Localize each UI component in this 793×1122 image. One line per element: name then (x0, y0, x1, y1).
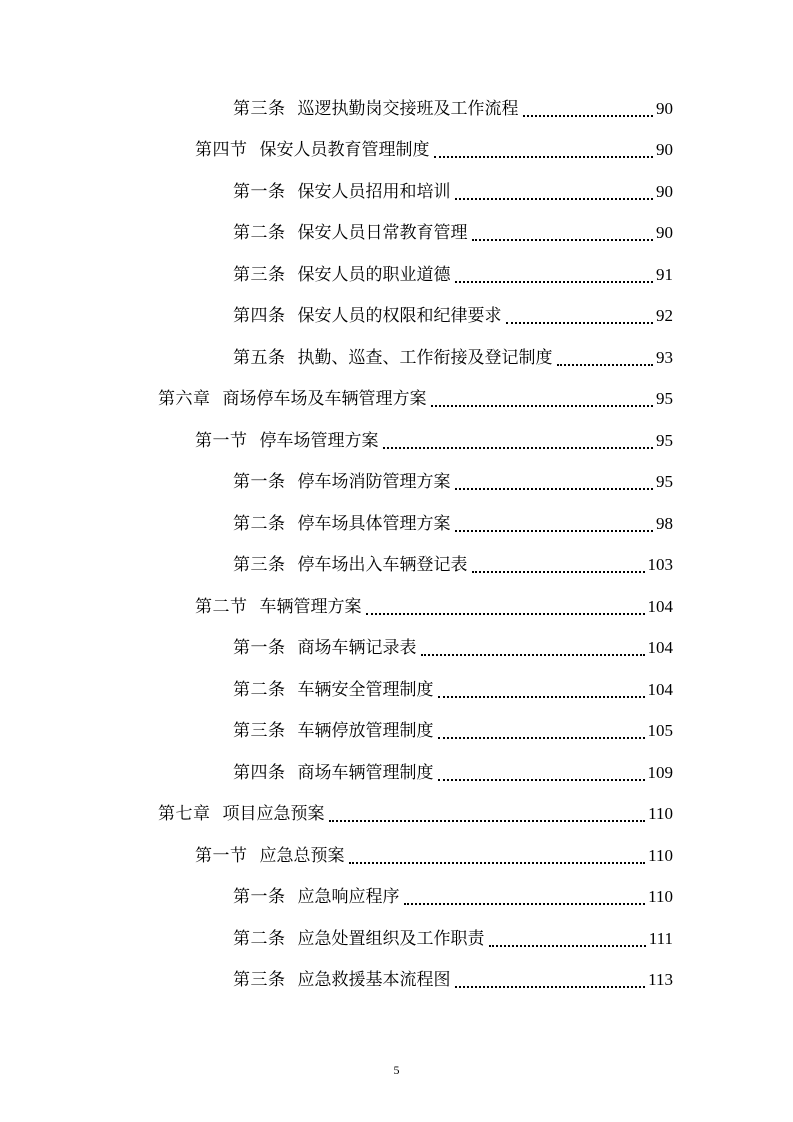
toc-entry-title: 停车场管理方案 (259, 430, 379, 451)
dot-leader (438, 779, 645, 781)
dot-leader (455, 198, 654, 200)
toc-entry-page: 111 (648, 928, 673, 948)
dot-leader (438, 696, 645, 698)
toc-entry-title: 保安人员教育管理制度 (259, 140, 430, 161)
dot-leader (349, 862, 646, 864)
toc-entry-number: 第六章 (158, 389, 211, 410)
toc-entry[interactable] (0, 130, 673, 172)
toc-entry[interactable] (0, 503, 673, 545)
dot-leader (455, 986, 646, 988)
toc-entry[interactable] (0, 379, 673, 421)
toc-entry-title: 保安人员日常教育管理 (297, 223, 468, 244)
dot-leader (506, 322, 654, 324)
toc-entry-number: 第二条 (233, 223, 286, 244)
toc-entry-title: 应急救援基本流程图 (297, 970, 451, 991)
toc-entry[interactable] (0, 213, 673, 255)
toc-entry-page: 110 (648, 845, 673, 865)
toc-entry[interactable] (0, 835, 673, 877)
toc-entry[interactable] (0, 918, 673, 960)
toc-entry-number: 第五条 (233, 347, 286, 368)
toc-entry-page: 110 (648, 804, 673, 824)
toc-entry-title: 商场车辆管理制度 (297, 762, 434, 783)
dot-leader (404, 903, 646, 905)
toc-entry-number: 第七章 (158, 804, 211, 825)
dot-leader (489, 945, 646, 947)
toc-entry-page: 105 (647, 721, 673, 741)
dot-leader (383, 447, 654, 449)
toc-entry-page: 104 (647, 638, 673, 658)
dot-leader (472, 239, 654, 241)
toc-entry-number: 第二条 (233, 928, 286, 949)
toc-entry[interactable] (0, 254, 673, 296)
toc-entry-page: 92 (656, 306, 673, 326)
dot-leader (438, 737, 645, 739)
toc-entry-number: 第一节 (195, 430, 248, 451)
dot-leader (434, 156, 654, 158)
toc-entry-title: 保安人员招用和培训 (297, 181, 451, 202)
toc-entry-title: 保安人员的职业道德 (297, 264, 451, 285)
toc-entry-number: 第一条 (233, 181, 286, 202)
toc-entry[interactable] (0, 545, 673, 587)
toc-entry-title: 应急总预案 (259, 845, 345, 866)
dot-leader (523, 115, 654, 117)
dot-leader (421, 654, 645, 656)
toc-entry-page: 109 (647, 762, 673, 782)
toc-entry-title: 车辆管理方案 (259, 596, 362, 617)
toc-entry-page: 113 (648, 970, 673, 990)
toc-entry-title: 应急处置组织及工作职责 (297, 928, 485, 949)
toc-entry[interactable] (0, 752, 673, 794)
toc-entry-number: 第一条 (233, 638, 286, 659)
toc-entry[interactable] (0, 586, 673, 628)
toc-entry[interactable] (0, 420, 673, 462)
toc-entry-title: 停车场具体管理方案 (297, 513, 451, 534)
toc-entry-number: 第二条 (233, 679, 286, 700)
toc-entry[interactable] (0, 337, 673, 379)
toc-entry[interactable] (0, 669, 673, 711)
toc-entry-title: 停车场出入车辆登记表 (297, 555, 468, 576)
toc-entry-page: 90 (656, 181, 673, 201)
toc-entry-number: 第四条 (233, 762, 286, 783)
toc-entry-title: 应急响应程序 (297, 887, 400, 908)
toc-entry-page: 90 (656, 98, 673, 118)
toc-entry-title: 停车场消防管理方案 (297, 472, 451, 493)
toc-entry[interactable] (0, 711, 673, 753)
toc-entry-number: 第三条 (233, 970, 286, 991)
toc-entry-page: 104 (647, 596, 673, 616)
toc-entry-number: 第二条 (233, 513, 286, 534)
dot-leader (366, 613, 645, 615)
toc-entry[interactable] (0, 296, 673, 338)
table-of-contents (0, 88, 793, 1001)
toc-entry-title: 执勤、巡查、工作衔接及登记制度 (297, 347, 553, 368)
toc-entry[interactable] (0, 462, 673, 504)
page-number: 5 (393, 1063, 400, 1077)
toc-entry-page: 90 (656, 223, 673, 243)
toc-entry[interactable] (0, 171, 673, 213)
toc-entry-number: 第三条 (233, 555, 286, 576)
toc-entry[interactable] (0, 88, 673, 130)
toc-entry-page: 104 (647, 679, 673, 699)
toc-entry-number: 第一条 (233, 887, 286, 908)
dot-leader (557, 364, 654, 366)
dot-leader (431, 405, 654, 407)
toc-entry-page: 93 (656, 347, 673, 367)
dot-leader (455, 530, 654, 532)
toc-entry-page: 103 (647, 555, 673, 575)
toc-entry-page: 90 (656, 140, 673, 160)
toc-entry-title: 保安人员的权限和纪律要求 (297, 306, 502, 327)
toc-entry-number: 第三条 (233, 264, 286, 285)
toc-entry-page: 95 (656, 389, 673, 409)
toc-entry-page: 110 (648, 887, 673, 907)
toc-entry-title: 车辆停放管理制度 (297, 721, 434, 742)
toc-entry-number: 第四节 (195, 140, 248, 161)
toc-entry-number: 第一节 (195, 845, 248, 866)
toc-entry-title: 巡逻执勤岗交接班及工作流程 (297, 98, 519, 119)
dot-leader (472, 571, 645, 573)
dot-leader (455, 281, 654, 283)
toc-entry-page: 95 (656, 430, 673, 450)
toc-entry[interactable] (0, 960, 673, 1002)
toc-entry-page: 91 (656, 264, 673, 284)
toc-entry-title: 商场停车场及车辆管理方案 (222, 389, 427, 410)
toc-entry-title: 车辆安全管理制度 (297, 679, 434, 700)
toc-entry-title: 项目应急预案 (222, 804, 325, 825)
toc-entry-title: 商场车辆记录表 (297, 638, 417, 659)
toc-entry-number: 第一条 (233, 472, 286, 493)
toc-entry-page: 95 (656, 472, 673, 492)
toc-entry-number: 第三条 (233, 98, 286, 119)
toc-entry-number: 第三条 (233, 721, 286, 742)
toc-entry[interactable] (0, 628, 673, 670)
toc-entry-number: 第二节 (195, 596, 248, 617)
dot-leader (455, 488, 654, 490)
toc-entry[interactable] (0, 877, 673, 919)
toc-entry-number: 第四条 (233, 306, 286, 327)
dot-leader (329, 820, 646, 822)
toc-entry[interactable] (0, 794, 673, 836)
toc-entry-page: 98 (656, 513, 673, 533)
